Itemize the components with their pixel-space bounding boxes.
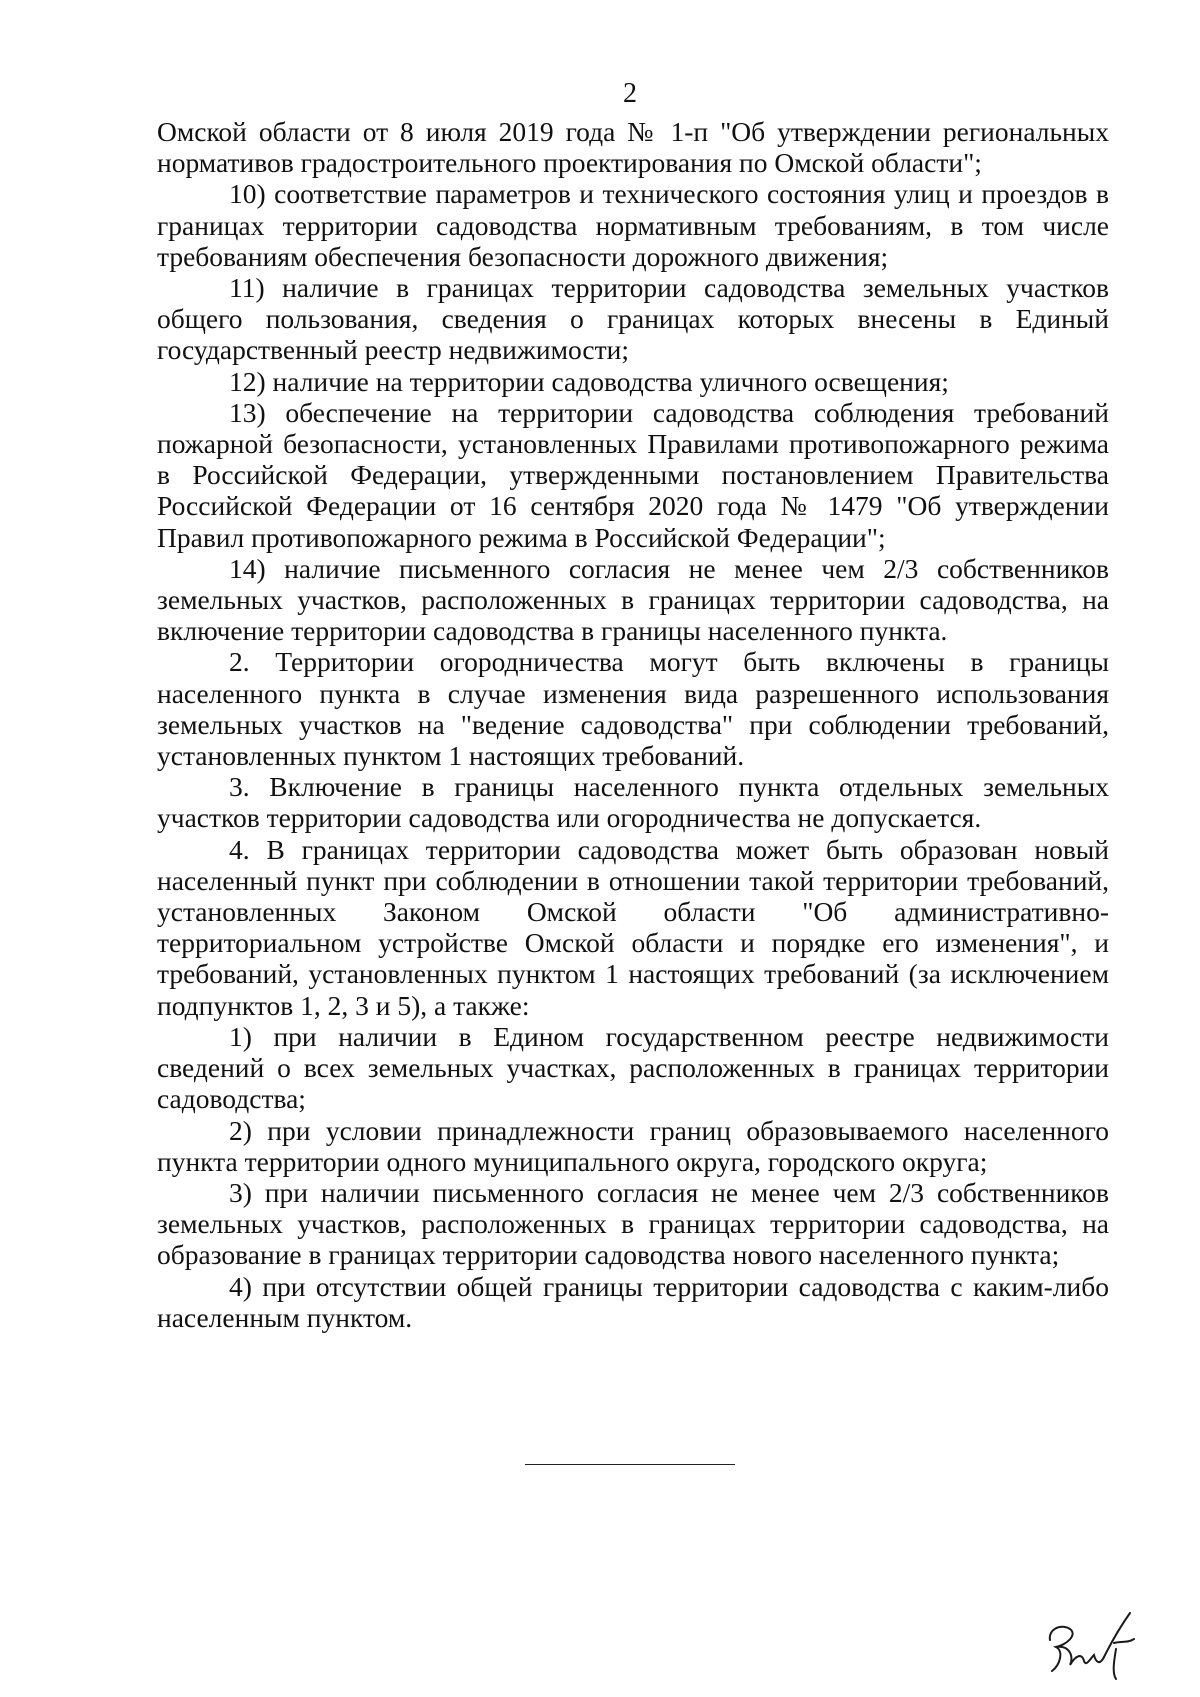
handwritten-signature [1030,1605,1150,1685]
paragraph-section-3: 3. Включение в границы населенного пункта отдельных земельных участков территории садоводства или огородничества не допускается. [157,771,1109,834]
document-body [157,116,1109,1333]
paragraph-item-13: 13) обеспечение на территории садоводства соблюдения требований пожарной безопасности, установленных Правилами противопожарного режима в Российской Федерации, утвержденными постановлением Правительства Российской Федерации от 16 сентября 2020 года № 1479 "Об утверждении Правил противопожарного режима в Российской Федерации"; [157,396,1109,553]
paragraph-item-10: 10) соответствие параметров и технического состояния улиц и проездов в границах территории садоводства нормативным требованиям, в том числе требованиям обеспечения безопасности дорожного движения; [157,178,1109,272]
paragraph-item-11: 11) наличие в границах территории садоводства земельных участков общего пользования, сведения о границах которых внесены в Единый государственный реестр недвижимости; [157,272,1109,366]
paragraph-section-2: 2. Территории огородничества могут быть включены в границы населенного пункта в случае изменения вида разрешенного использования земельных участков на "ведение садоводства" при соблюдении требований, установленных пунктом 1 настоящих требований. [157,646,1109,772]
paragraph-subitem-1: 1) при наличии в Едином государственном реестре недвижимости сведений о всех земельных участках, расположенных в границах территории садоводства; [157,1020,1109,1115]
paragraph-subitem-2: 2) при условии принадлежности границ образовываемого населенного пункта территории одного муниципального округа, городского округа; [157,1114,1109,1177]
paragraph-continuation: Омской области от 8 июля 2019 года № 1-п "Об утверждении региональных нормативов градостроительного проектирования по Омской области"; [157,116,1109,179]
end-of-text-rule [525,1464,735,1465]
page-number: 2 [623,78,637,109]
paragraph-subitem-3: 3) при наличии письменного согласия не менее чем 2/3 собственников земельных участков, расположенных в границах территории садоводства, на образование в границах территории садоводства нового населенного пункта; [157,1176,1109,1271]
paragraph-section-4: 4. В границах территории садоводства может быть образован новый населенный пункт при соблюдении в отношении такой территории требований, установленных Законом Омской области "Об административно-территориальном устройстве Омской области и порядке его изменения", и требований, установленных пунктом 1 настоящих требований (за исключением подпунктов 1, 2, 3 и 5), а также: [157,833,1109,1021]
paragraph-subitem-4: 4) при отсутствии общей границы территории садоводства с каким-либо населенным пунктом. [157,1270,1109,1333]
paragraph-item-14: 14) наличие письменного согласия не менее чем 2/3 собственников земельных участков, расположенных в границах территории садоводства, на включение территории садоводства в границы населенного пункта. [157,552,1109,647]
paragraph-item-12: 12) наличие на территории садоводства уличного освещения; [229,365,949,397]
